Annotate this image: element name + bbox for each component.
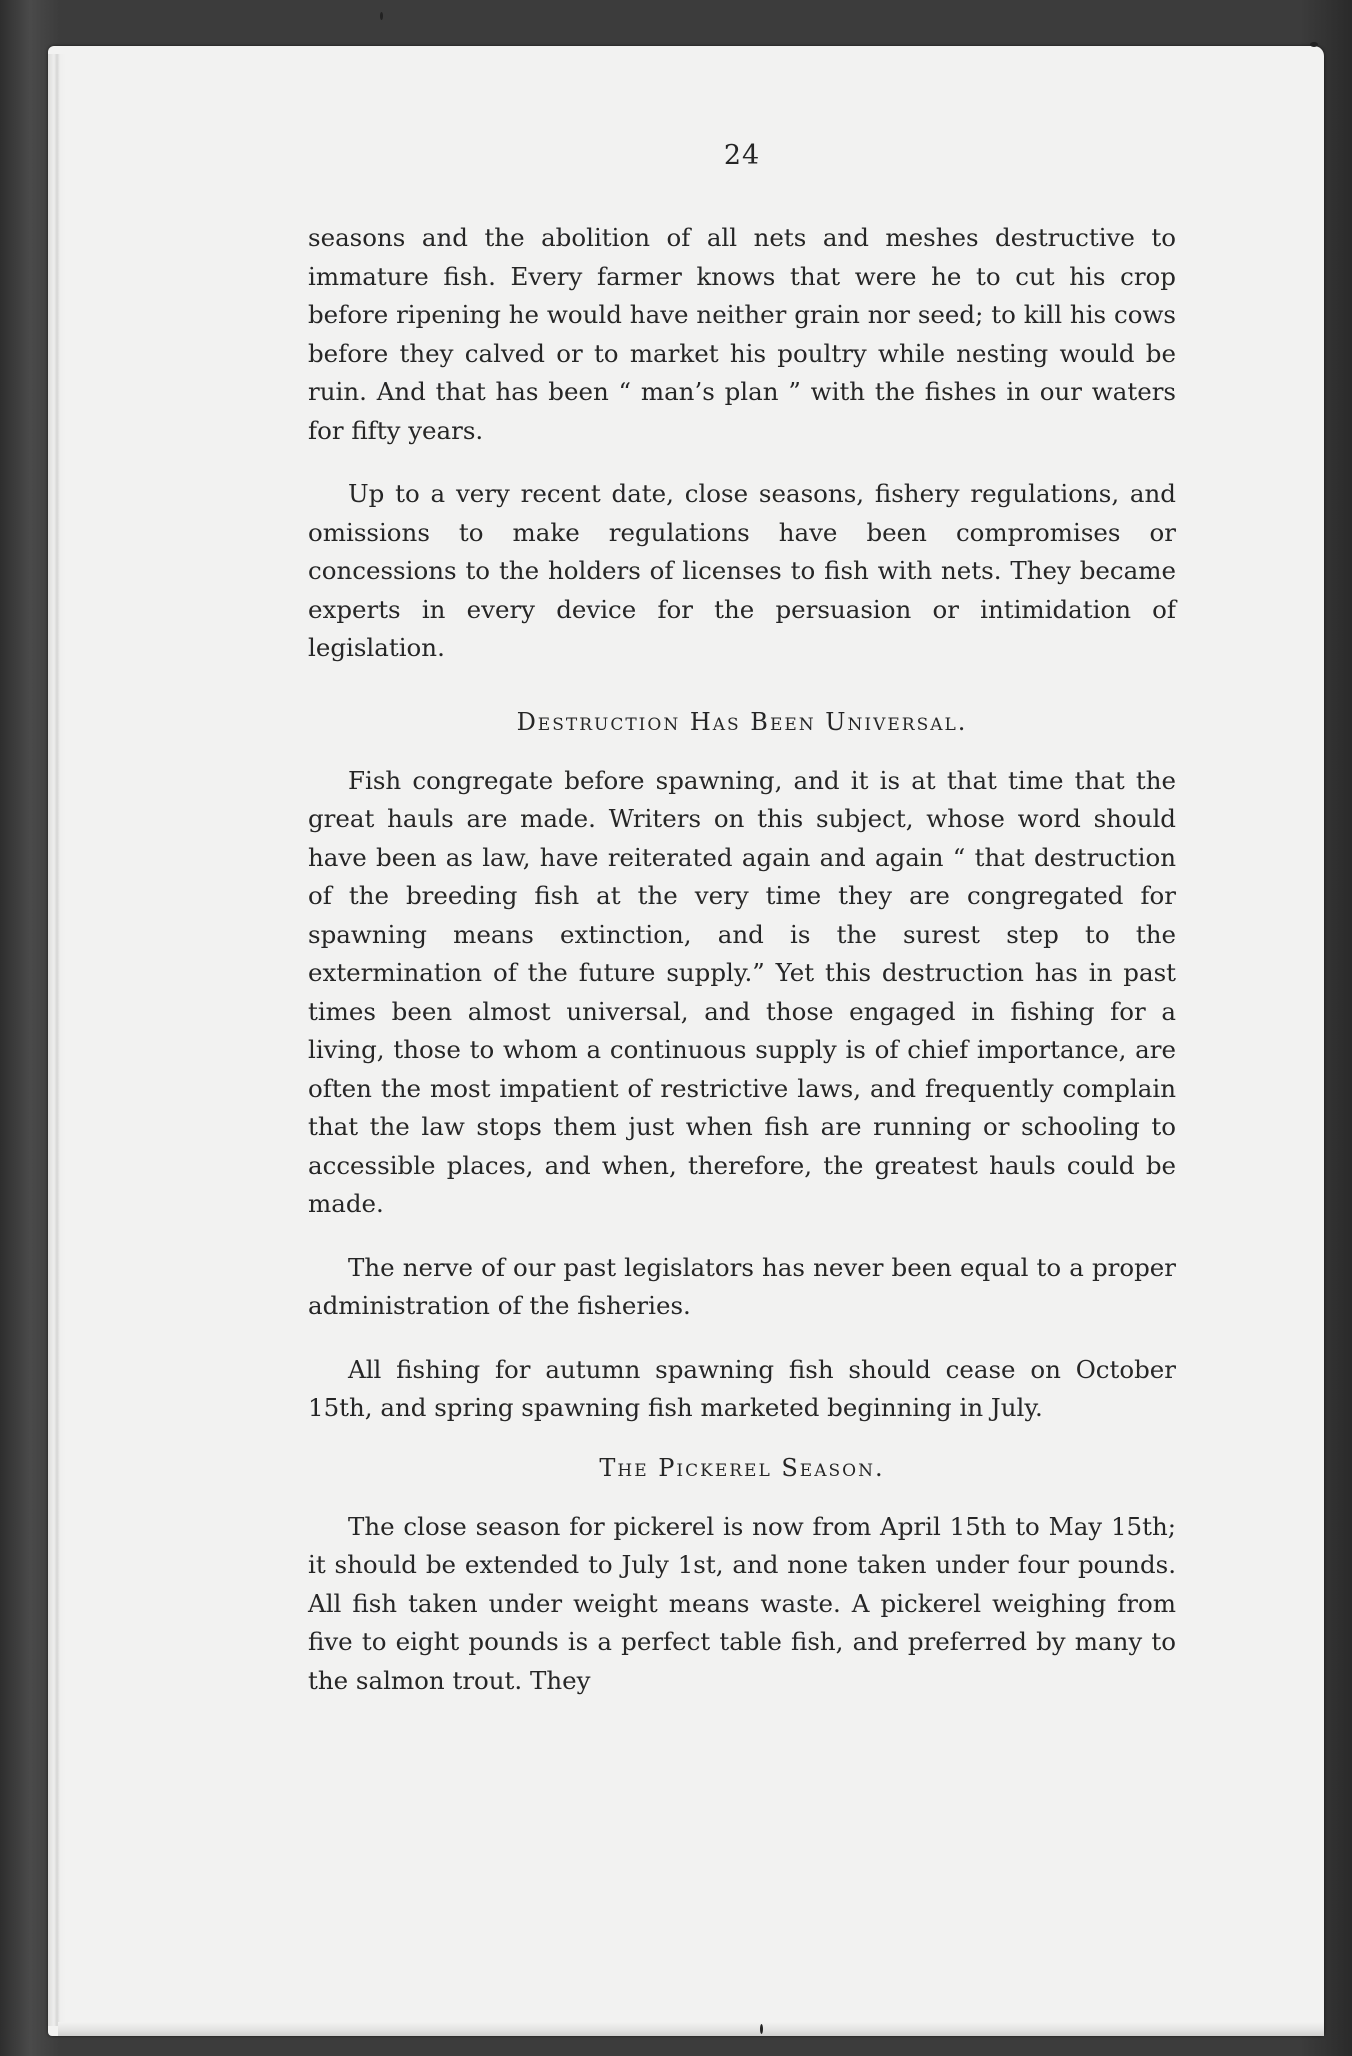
scan-speck [1310, 42, 1318, 47]
paragraph: The close season for pickerel is now from April 15th to May 15th; it should be extended to July 1st, and none taken under four pounds. All fish taken under weight means waste. A pickerel weighing from five to eight pounds is a perfect table fish, and preferred by many to the salmon trout. They [308, 1511, 1176, 1695]
scan-speck [760, 2024, 763, 2034]
paragraph: The nerve of our past legislators has never been equal to a proper administration of the fisheries. [308, 1252, 1176, 1320]
section-heading: The Pickerel Season. [599, 1453, 885, 1482]
section-heading: Destruction Has Been Universal. [516, 707, 968, 736]
scan-speck [380, 12, 383, 20]
page-content [308, 140, 1176, 1725]
page-binding-edge [48, 54, 66, 2026]
page-number: 24 [723, 140, 761, 171]
paragraph: Up to a very recent date, close seasons, fishery regulations, and omissions to make regulations have been compromises or concessions to the holders of licenses to fish with nets. They became experts in every device for the persuasion or intimidation of legislation. [308, 479, 1176, 662]
paragraph: All fishing for autumn spawning fish should cease on October 15th, and spring spawning fish marketed beginning in July. [308, 1354, 1176, 1422]
page-bottom-edge [58, 2022, 1324, 2036]
paragraph: Fish congregate before spawning, and it is at that time that the great hauls are made. Writers on this subject, whose word should have been as law, have reiterated again and again “ that destruction of the breeding fish at the very time they are congregated for spawning means extinction, and is the surest step to the extermination of the future supply.” Yet this destruction has in past times been almost universal, and those engaged in fishing for a living, those to whom a continuous supply is of chief importance, are often the most impatient of restrictive laws, and frequently complain that the law stops them just when fish are running or schooling to accessible places, and when, therefore, the greatest hauls could be made. [308, 765, 1176, 1218]
paragraph-continued: seasons and the abolition of all nets and meshes destructive to immature fish. Every farmer knows that were he to cut his crop before ripening he would have neither grain nor seed; to kill his cows before they calved or to market his poultry while nesting would be ruin. And that has been “ man’s plan ” with the fishes in our waters for fifty years. [308, 223, 1176, 445]
